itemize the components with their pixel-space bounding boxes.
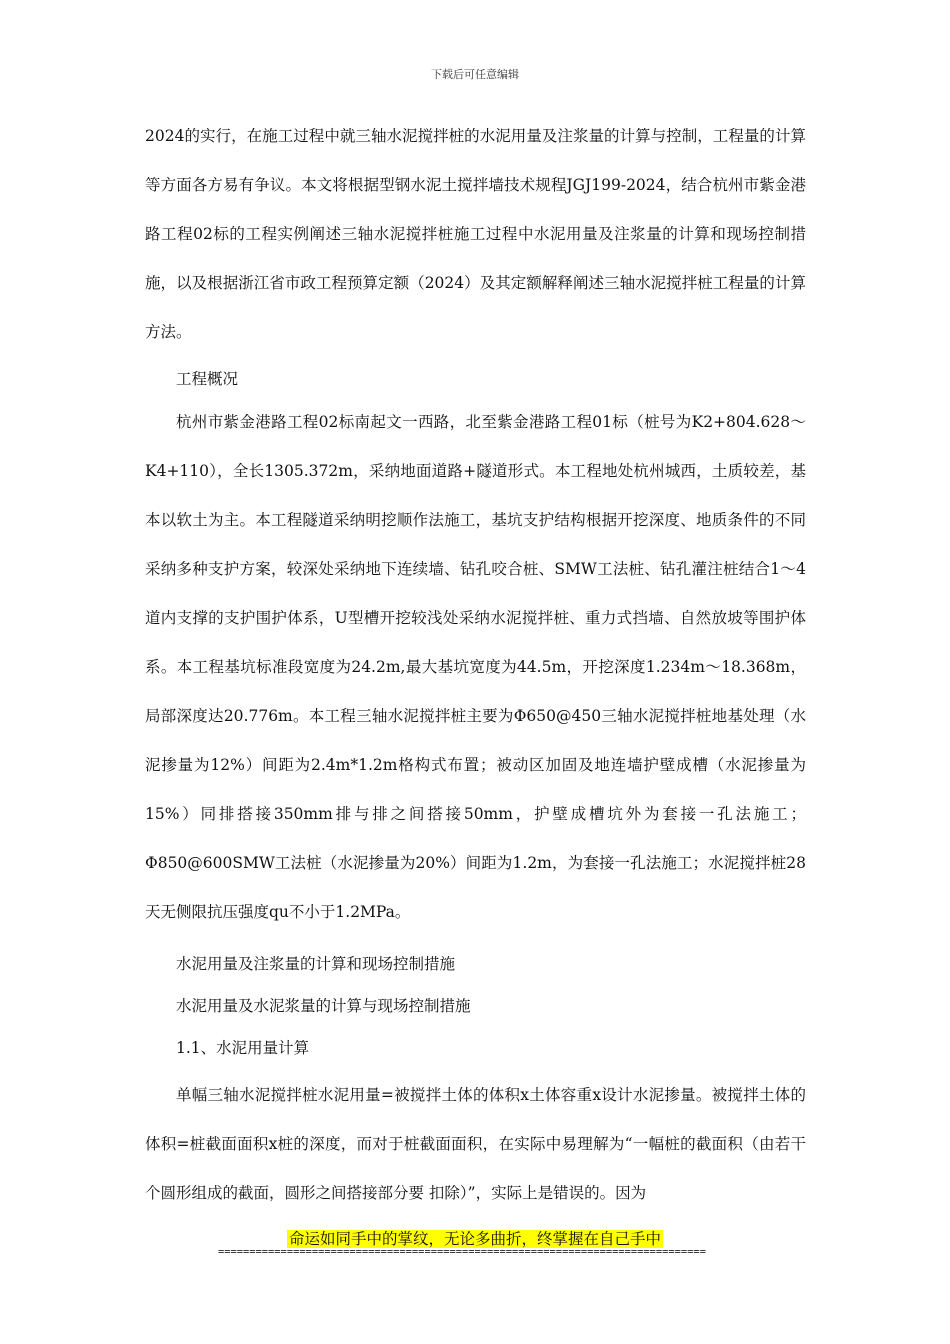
paragraph-project-overview: 杭州市紫金港路工程02标南起文一西路，北至紫金港路工程01标（桩号为K2+804.628～K4+110），全长1305.372m，采纳地面道路+隧道形式。本工程地处杭州城西，土质较差，基本以软土为主。本工程隧道采纳明挖顺作法施工，基坑支护结构根据开挖深度、地质条件的不同采纳多种支护方案，较深处采纳地下连续墙、钻孔咬合桩、SMW工法桩、钻孔灌注桩结合1～4道内支撑的支护围护体系，U型槽开挖较浅处采纳水泥搅拌桩、重力式挡墙、自然放坡等围护体系。本工程基坑标准段宽度为24.2m,最大基坑宽度为44.5m，开挖深度1.234m～18.368m，局部深度达20.776m。本工程三轴水泥搅拌桩主要为Φ650@450三轴水泥搅拌桩地基处理（水泥掺量为12%）间距为2.4m*1.2m格构式布置；被动区加固及地连墙护壁成槽（水泥掺量为15%）同排搭接350mm排与排之间搭接50mm，护壁成槽坑外为套接一孔法施工；Φ850@600SMW工法桩（水泥掺量为20%）间距为1.2m，为套接一孔法施工；水泥搅拌桩28天无侧限抗压强度qu不小于1.2MPa。 <box>145 413 806 921</box>
heading-project-overview: 工程概况 <box>176 370 239 388</box>
document-body-5 <box>145 1071 806 1218</box>
document-body-3 <box>145 398 806 937</box>
paragraph-cement-formula: 单幅三轴水泥搅拌桩水泥用量=被搅拌土体的体积x土体容重x设计水泥掺量。被搅拌土体的体积=桩截面面积x桩的深度，而对于桩截面面积，在实际中易理解为“一幅桩的截面积（由若干个圆形组成的截面，圆形之间搭接部分要 扣除）”，实际上是错误的。因为 <box>145 1086 806 1202</box>
heading-cement-slurry: 水泥用量及水泥浆量的计算与现场控制措施 <box>176 997 471 1015</box>
heading-section-1-1: 1.1、水泥用量计算 <box>176 1039 310 1057</box>
footer-motto-text: 命运如同手中的掌纹，无论多曲折，终掌握在自己手中 <box>288 1230 661 1248</box>
paragraph-intro: 2024的实行，在施工过程中就三轴水泥搅拌桩的水泥用量及注浆量的计算与控制，工程量的计算等方面各方易有争议。本文将根据型钢水泥土搅拌墙技术规程JGJ199-2024，结合杭州市紫金港路工程02标的工程实例阐述三轴水泥搅拌桩施工过程中水泥用量及注浆量的计算和现场控制措施，以及根据浙江省市政工程预算定额（2024）及其定额解释阐述三轴水泥搅拌桩工程量的计算方法。 <box>145 127 806 341</box>
heading-cement-calc: 水泥用量及注浆量的计算和现场控制措施 <box>176 955 456 973</box>
document-body-2 <box>145 358 806 400</box>
document-body-4 <box>145 943 806 1069</box>
document-body <box>145 112 806 357</box>
page-header: 下载后可任意编辑 <box>431 68 519 81</box>
footer-rule: ============================================================================== <box>218 1246 706 1258</box>
